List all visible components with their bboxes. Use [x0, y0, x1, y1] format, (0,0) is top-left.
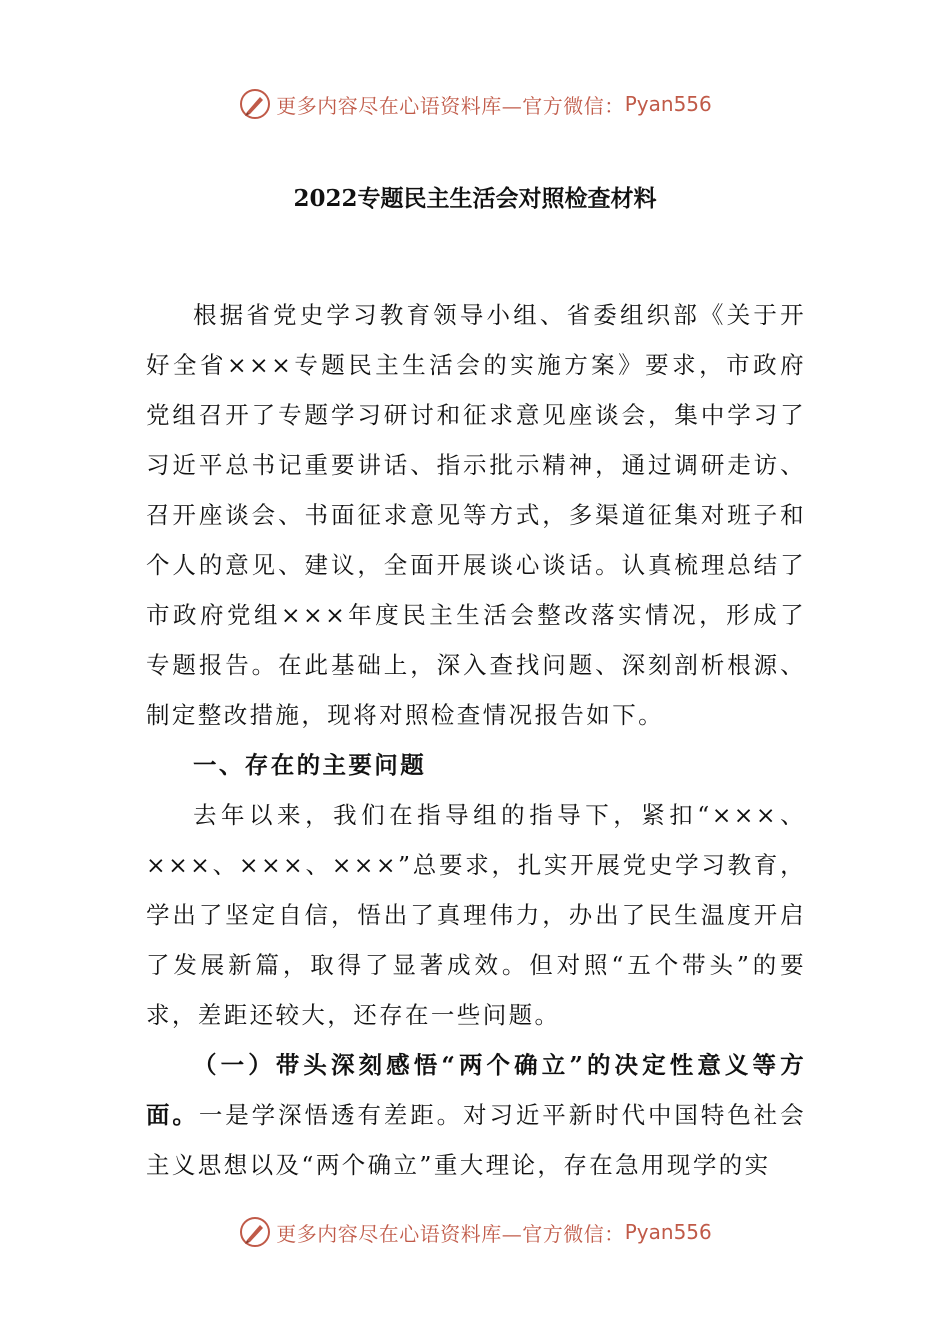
- watermark-footer: [0, 1212, 950, 1252]
- document-title: 2022专题民主生活会对照检查材料: [293, 185, 657, 212]
- paragraph-intro: 根据省党史学习教育领导小组、省委组织部《关于开好全省×××专题民主生活会的实施方案》要求，市政府党组召开了专题学习研讨和征求意见座谈会，集中学习了习近平总书记重要讲话、指示批示精神，通过调研走访、召开座谈会、书面征求意见等方式，多渠道征集对班子和个人的意见、建议，全面开展谈心谈话。认真梳理总结了市政府党组×××年度民主生活会整改落实情况，形成了专题报告。在此基础上，深入查找问题、深刻剖析根源、制定整改措施，现将对照检查情况报告如下。: [146, 301, 806, 729]
- document-body: [146, 290, 806, 1190]
- watermark-header: [0, 84, 950, 124]
- watermark-wechat-id: Pyan556: [624, 1220, 712, 1244]
- item-1-heading: （一）带头深刻感悟“两个确立”的决定性意义等方面。: [146, 1051, 806, 1129]
- watermark-wechat-id: Pyan556: [624, 92, 712, 116]
- paragraph-item-1: [146, 1040, 806, 1190]
- item-1-text: 一是学深悟透有差距。对习近平新时代中国特色社会主义思想以及“两个确立”重大理论，存在急用现学的实: [146, 1101, 806, 1179]
- paragraph-problems-overview: 去年以来，我们在指导组的指导下，紧扣“×××、×××、×××、×××”总要求，扎实开展党史学习教育，学出了坚定自信，悟出了真理伟力，办出了民生温度开启了发展新篇，取得了显著成效。但对照“五个带头”的要求，差距还较大，还存在一些问题。: [146, 801, 806, 1029]
- section-heading-1: 一、存在的主要问题: [193, 751, 427, 779]
- watermark-text: 更多内容尽在心语资料库—官方微信：: [276, 93, 625, 118]
- pen-logo-icon: [238, 87, 272, 121]
- watermark-text: 更多内容尽在心语资料库—官方微信：: [276, 1221, 625, 1246]
- pen-logo-icon: [238, 1215, 272, 1249]
